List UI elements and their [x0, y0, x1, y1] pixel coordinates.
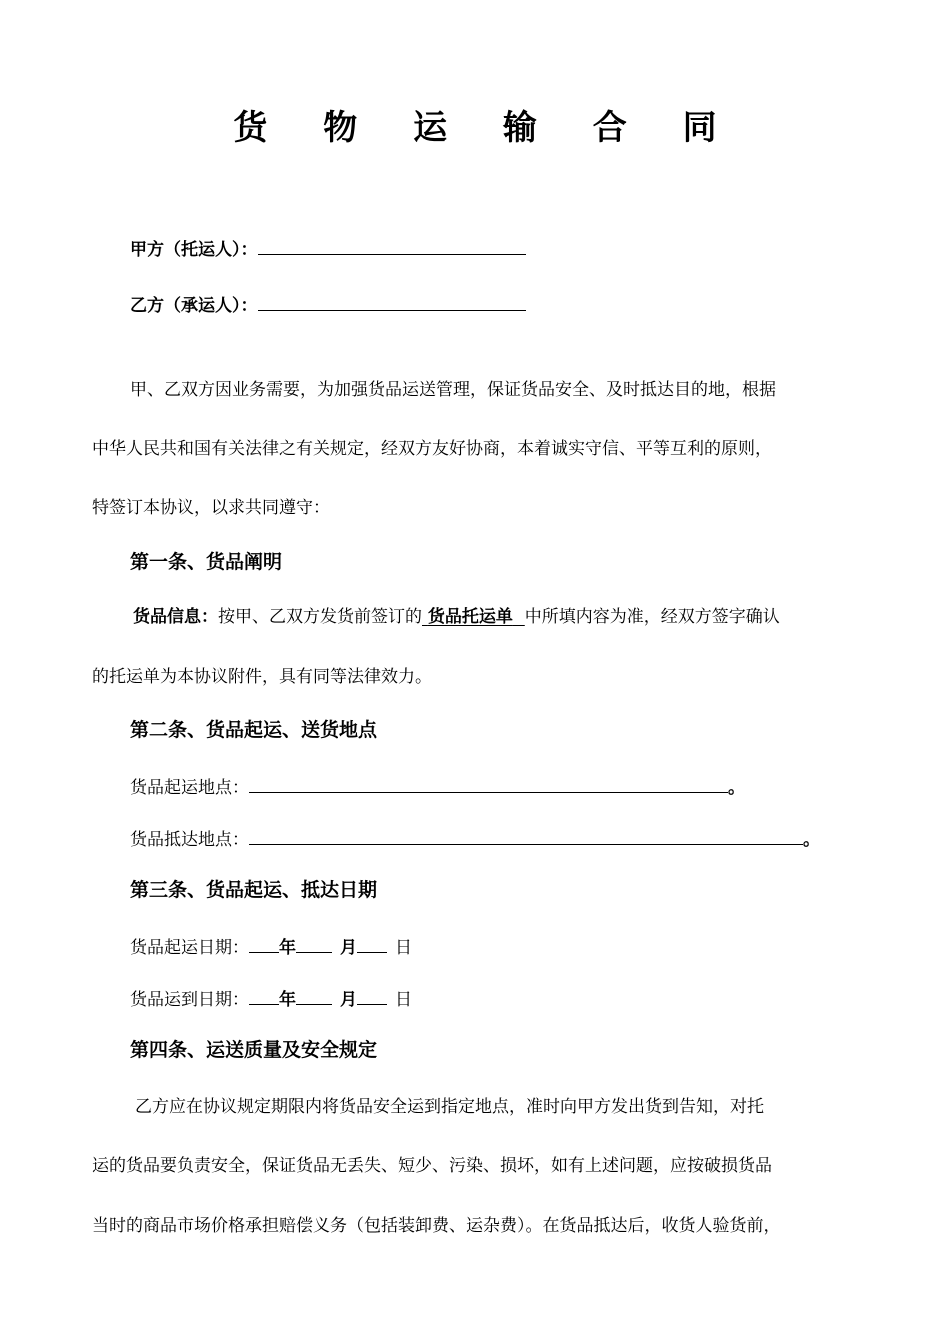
arrive-month-blank[interactable]: [296, 986, 332, 1005]
article-1-text-after: 中所填内容为准，经双方签字确认: [524, 607, 780, 627]
party-a-blank[interactable]: [258, 236, 526, 255]
party-b-blank[interactable]: [258, 292, 526, 311]
destination-end-mark: 。: [803, 830, 820, 850]
origin-blank[interactable]: [249, 774, 728, 793]
article-1-line-1: [133, 605, 780, 629]
article-4-line-2: 运的货品要负责安全，保证货品无丢失、短少、污染、损坏，如有上述问题，应按破损货品: [92, 1156, 772, 1176]
start-day-blank[interactable]: [357, 934, 387, 953]
arrive-date-label: 货品运到日期：: [130, 990, 249, 1010]
arrive-year-unit: 年: [279, 990, 296, 1010]
start-month-blank[interactable]: [296, 934, 332, 953]
article-4-line-1: 乙方应在协议规定期限内将货品安全运到指定地点，准时向甲方发出货到告知，对托: [135, 1097, 764, 1117]
article-1-heading: 第一条、货品阐明: [130, 551, 283, 573]
arrive-year-blank[interactable]: [249, 986, 279, 1005]
document-title: 货 物 运 输 合 同: [233, 108, 739, 148]
consignment-note-link: 货品托运单: [427, 607, 513, 627]
origin-label: 货品起运地点：: [130, 778, 249, 798]
article-2-heading: 第二条、货品起运、送货地点: [130, 719, 378, 741]
arrive-date-row: [130, 986, 412, 1012]
origin-end-mark: 。: [728, 778, 745, 798]
party-b-row: [130, 292, 526, 318]
preamble-line-1: 甲、乙双方因业务需要，为加强货品运送管理，保证货品安全、及时抵达目的地，根据: [130, 380, 776, 400]
party-b-label: 乙方（承运人）：: [130, 296, 258, 316]
party-a-label: 甲方（托运人）：: [130, 240, 258, 260]
preamble-line-2: 中华人民共和国有关法律之有关规定，经双方友好协商，本着诚实守信、平等互利的原则，: [92, 439, 772, 459]
arrive-day-unit: 日: [395, 990, 412, 1010]
destination-label: 货品抵达地点：: [130, 830, 249, 850]
party-a-row: [130, 236, 526, 262]
start-month-unit: 月: [340, 938, 357, 958]
start-date-row: [130, 934, 412, 960]
preamble-line-3: 特签订本协议，以求共同遵守：: [92, 498, 330, 518]
article-4-heading: 第四条、运送质量及安全规定: [130, 1039, 378, 1061]
goods-info-label: 货品信息：: [133, 607, 218, 627]
article-1-line-2: 的托运单为本协议附件，具有同等法律效力。: [92, 667, 432, 687]
article-3-heading: 第三条、货品起运、抵达日期: [130, 879, 378, 901]
arrive-day-blank[interactable]: [357, 986, 387, 1005]
arrive-month-unit: 月: [340, 990, 357, 1010]
origin-row: [130, 774, 745, 800]
start-day-unit: 日: [395, 938, 412, 958]
start-year-unit: 年: [279, 938, 296, 958]
start-date-label: 货品起运日期：: [130, 938, 249, 958]
destination-blank[interactable]: [249, 826, 803, 845]
destination-row: [130, 826, 820, 852]
article-4-line-3: 当时的商品市场价格承担赔偿义务（包括装卸费、运杂费）。在货品抵达后，收货人验货前，: [92, 1216, 781, 1236]
article-1-text-before: 按甲、乙双方发货前签订的: [218, 607, 422, 627]
start-year-blank[interactable]: [249, 934, 279, 953]
